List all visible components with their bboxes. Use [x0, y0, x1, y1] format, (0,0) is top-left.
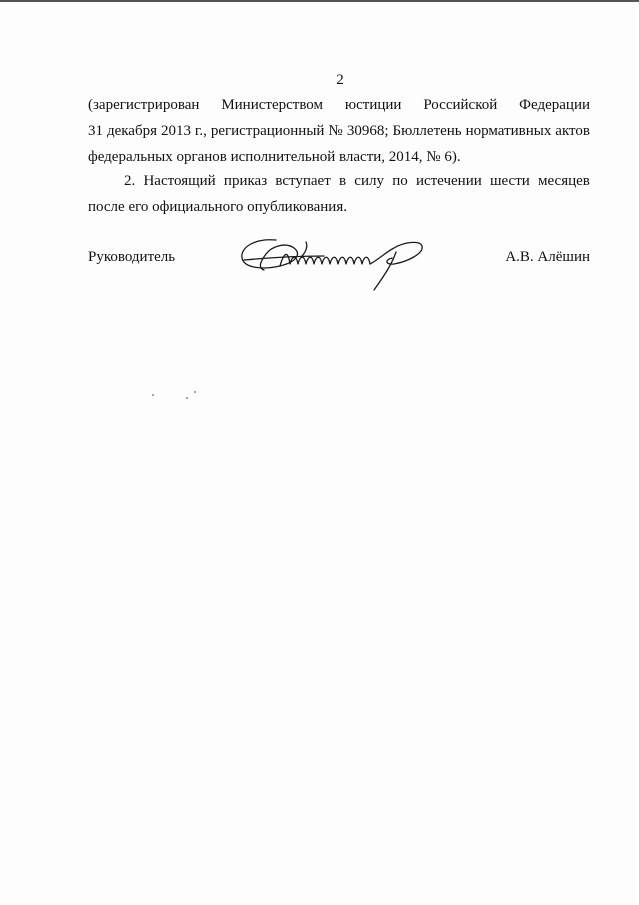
paragraph1-line2: 31 декабря 2013 г., регистрационный № 30968; Бюллетень нормативных актов — [88, 123, 590, 139]
signatory-name: А.В. Алёшин — [505, 249, 590, 265]
paragraph-effective-date — [88, 168, 590, 220]
scan-speck — [186, 397, 188, 399]
scan-speck — [194, 391, 196, 393]
page-number: 2 — [336, 72, 344, 88]
page-top-edge — [0, 0, 640, 2]
paragraph1-line3: федеральных органов исполнительной власти, 2014, № 6). — [88, 149, 461, 165]
paragraph2-line2: после его официального опубликования. — [88, 199, 347, 215]
paragraph2-line1: 2. Настоящий приказ вступает в силу по истечении шести месяцев — [124, 173, 590, 189]
handwritten-signature — [236, 232, 436, 294]
paragraph-registration-note — [88, 92, 590, 170]
signatory-position: Руководитель — [88, 249, 176, 265]
paragraph1-line1: (зарегистрирован Министерством юстиции Российской Федерации — [88, 97, 590, 113]
scan-speck — [152, 394, 154, 396]
